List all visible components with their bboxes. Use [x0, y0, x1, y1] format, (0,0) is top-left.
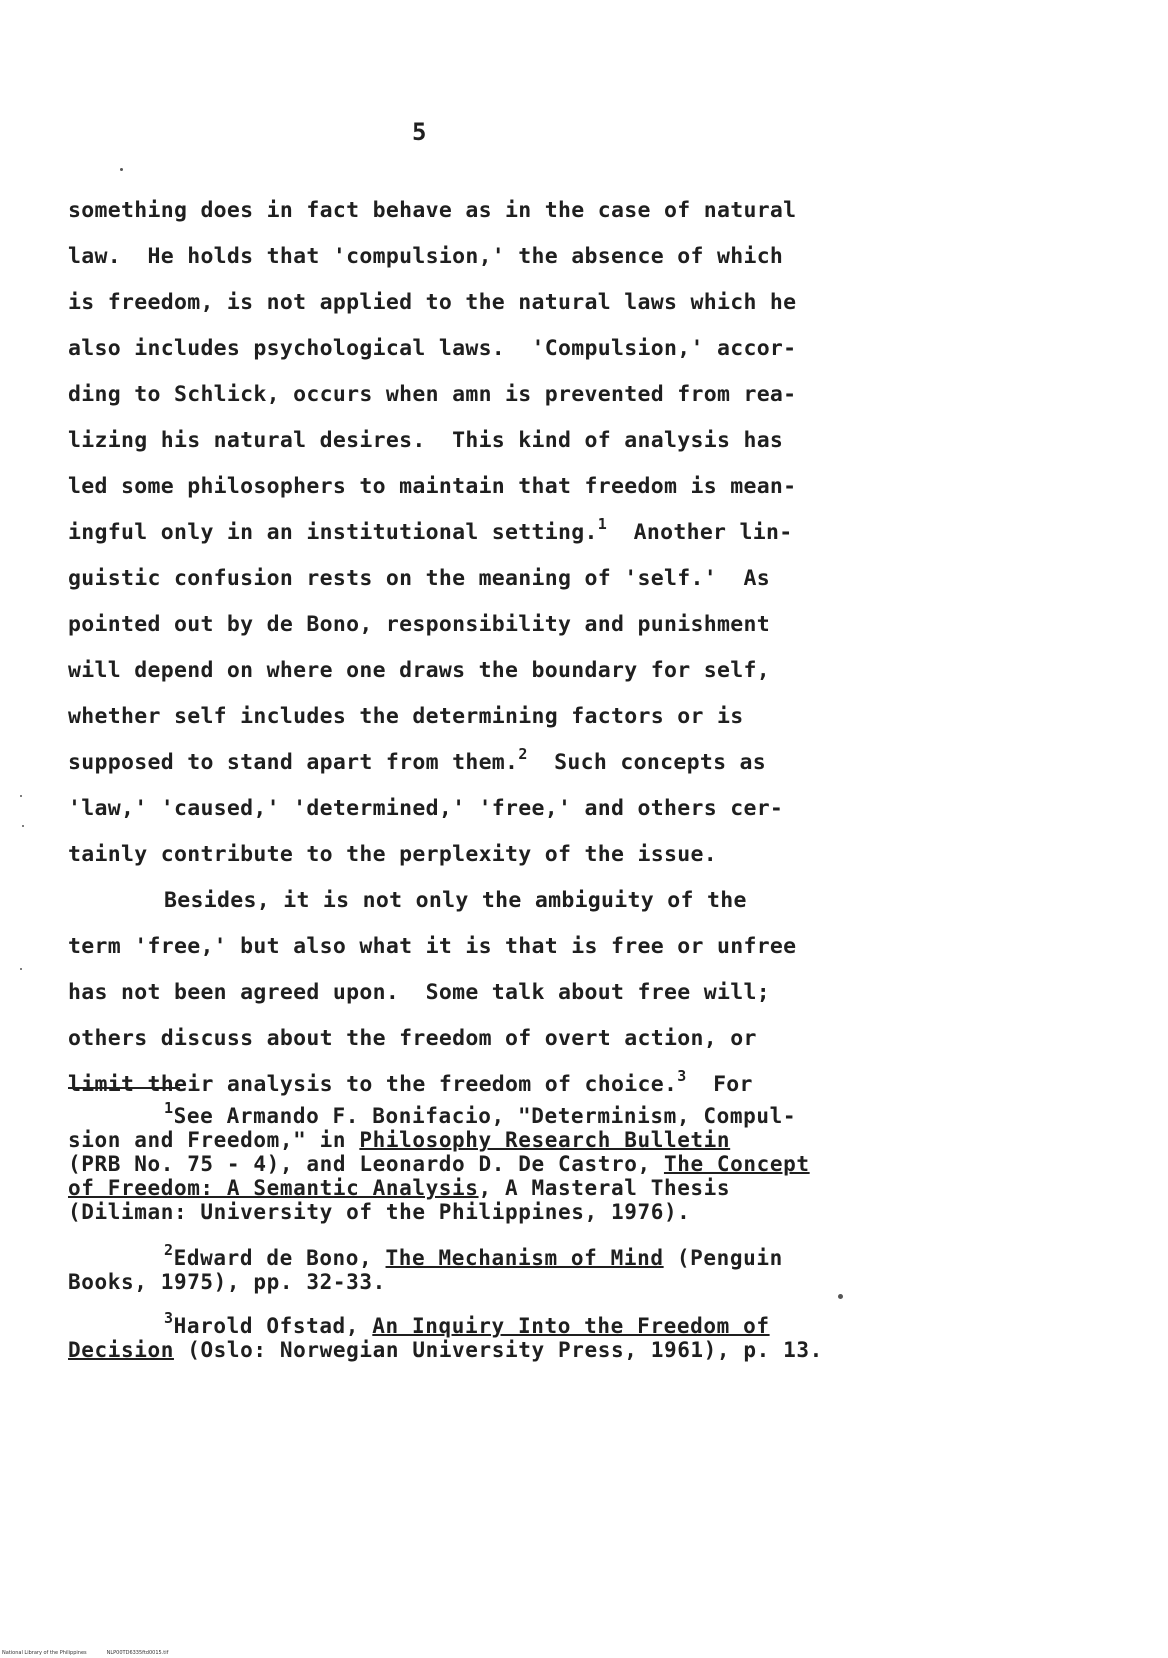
footnote-1-title-bulletin: Philosophy Research Bulletin: [359, 1128, 731, 1152]
footnotes: [68, 1099, 918, 1362]
footnote-2-line-2: Books, 1975), pp. 32-33.: [68, 1270, 386, 1294]
footnote-ref: 3: [677, 1067, 687, 1085]
body-line: term 'free,' but also what it is that is free or unfree: [68, 934, 797, 959]
footnote-1-line-2: sion and Freedom," in Philosophy Research Bulletin: [68, 1128, 731, 1152]
body-line: has not been agreed upon. Some talk about free will;: [68, 980, 770, 1005]
footnote-1-line-5: (Diliman: University of the Philippines, 1976).: [68, 1200, 691, 1224]
scan-speck: [838, 1294, 843, 1299]
scan-speck: [22, 825, 24, 827]
body-line: 'law,' 'caused,' 'determined,' 'free,' and others cer-: [68, 796, 784, 821]
footnote-divider: [68, 1087, 180, 1089]
footer-library: National Library of the Philippines: [2, 1650, 87, 1656]
footnote-3-title: An Inquiry Into the Freedom of: [372, 1314, 770, 1338]
scan-speck: [20, 795, 22, 797]
body-line: ingful only in an institutional setting.$^1$ Another lin-: [68, 515, 793, 545]
footnote-1-line-1: $^1$See Armando F. Bonifacio, "Determinism, Compul-: [164, 1099, 797, 1128]
body-line: supposed to stand apart from them.$^2$ Such concepts as: [68, 745, 767, 775]
scan-speck: [20, 968, 22, 970]
scan-footer: [2, 1650, 188, 1656]
footnote-3-title-cont: Decision: [68, 1338, 174, 1362]
footnote-3-line-1: $^3$Harold Ofstad, An Inquiry Into the Freedom of: [164, 1309, 770, 1338]
footnote-1-title-concept: The Concept: [663, 1152, 810, 1176]
footnote-ref: 2: [518, 745, 528, 763]
scan-speck: [120, 168, 123, 171]
body-line: also includes psychological laws. 'Compulsion,' accor-: [68, 336, 797, 361]
footnote-2-line-1: $^2$Edward de Bono, The Mechanism of Mind (Penguin: [164, 1241, 783, 1270]
body-line: something does in fact behave as in the case of natural: [68, 198, 797, 223]
body-line: led some philosophers to maintain that freedom is mean-: [68, 474, 797, 499]
footnote-2-title: The Mechanism of Mind: [385, 1246, 664, 1270]
footer-filename: NLP00TD6335ftd0015.tif: [106, 1650, 169, 1656]
body-line: tainly contribute to the perplexity of the issue.: [68, 842, 717, 867]
body-line: lizing his natural desires. This kind of analysis has: [68, 428, 784, 453]
body-line: limit their analysis to the freedom of choice.$^3$ For: [68, 1067, 753, 1097]
body-line: whether self includes the determining factors or is: [68, 704, 744, 729]
footnote-3-line-2: Decision (Oslo: Norwegian University Press, 1961), p. 13.: [68, 1338, 823, 1362]
body-line: will depend on where one draws the boundary for self,: [68, 658, 770, 683]
footnote-1-title-concept-cont: of Freedom: A Semantic Analysis: [68, 1176, 479, 1200]
body-text: [68, 196, 868, 1116]
footnote-ref: 1: [597, 515, 608, 533]
page-number: 5: [412, 118, 427, 146]
body-line: law. He holds that 'compulsion,' the absence of which: [68, 244, 784, 269]
body-line: is freedom, is not applied to the natural laws which he: [68, 290, 797, 315]
footnote-1-line-3: (PRB No. 75 - 4), and Leonardo D. De Castro, The Concept: [68, 1152, 810, 1176]
body-line: others discuss about the freedom of overt action, or: [68, 1026, 757, 1051]
body-line: pointed out by de Bono, responsibility and punishment: [68, 612, 770, 637]
body-line: ding to Schlick, occurs when amn is prevented from rea-: [68, 382, 797, 407]
body-line: Besides, it is not only the ambiguity of the: [164, 888, 747, 913]
footnote-1-line-4: of Freedom: A Semantic Analysis, A Masteral Thesis: [68, 1176, 731, 1200]
body-line: guistic confusion rests on the meaning of 'self.' As: [68, 566, 770, 591]
